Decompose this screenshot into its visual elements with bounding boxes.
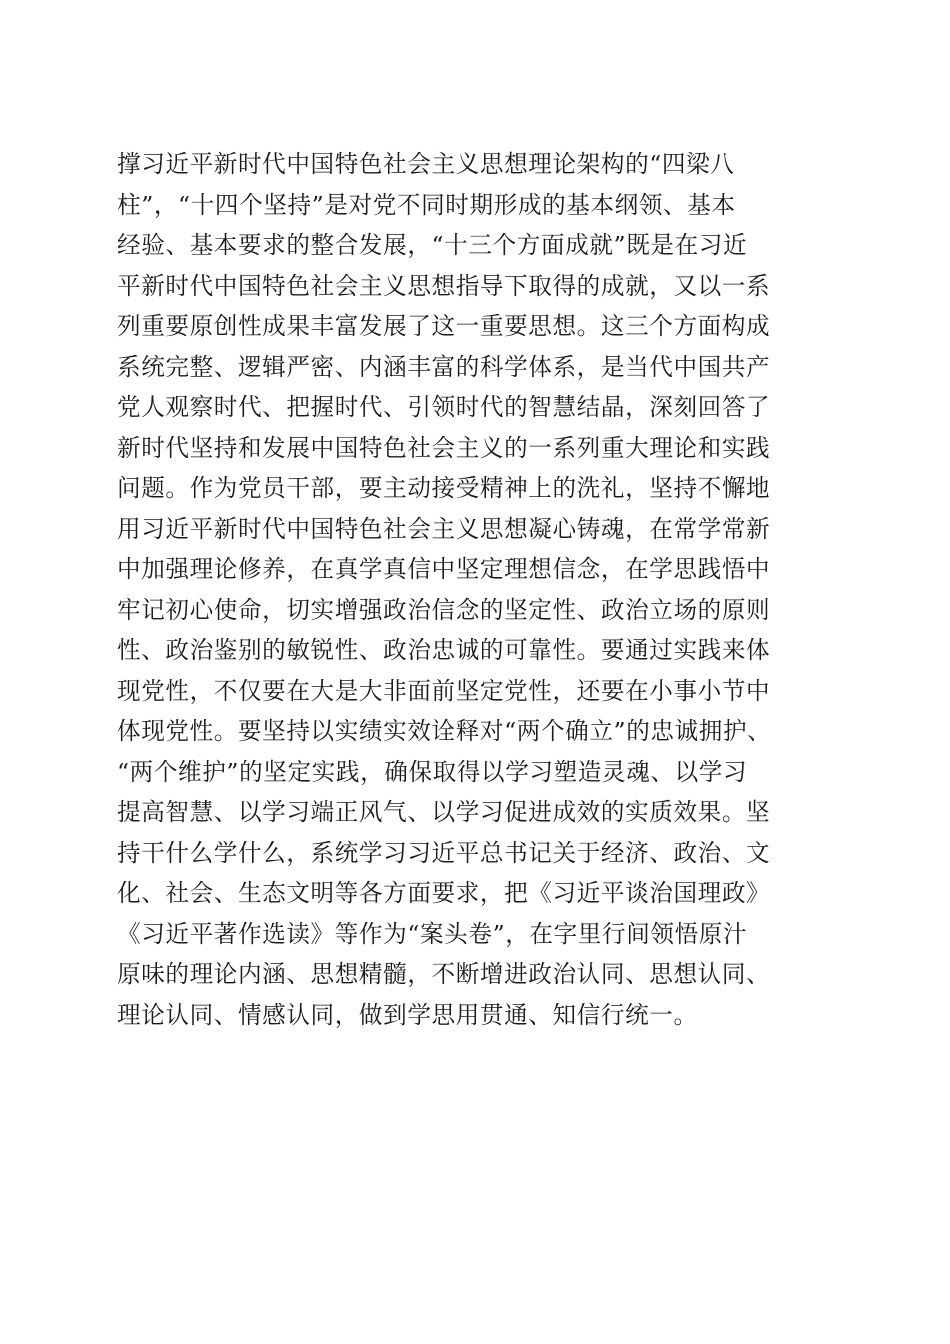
text-line: 化、社会、生态文明等各方面要求，把《习近平谈治国理政》 <box>117 879 771 907</box>
text-line: 原味的理论内涵、思想精髓，不断增进政治认同、思想认同、 <box>117 960 771 988</box>
text-line: 党人观察时代、把握时代、引领时代的智慧结晶，深刻回答了 <box>117 393 771 421</box>
body-paragraph <box>117 144 837 1035</box>
text-line: 新时代坚持和发展中国特色社会主义的一系列重大理论和实践 <box>117 433 771 462</box>
text-line: 体现党性。要坚持以实绩实效诠释对“两个确立”的忠诚拥护、 <box>117 717 772 745</box>
text-line: 牢记初心使命，切实增强政治信念的坚定性、政治立场的原则 <box>117 595 771 624</box>
text-line: 平新时代中国特色社会主义思想指导下取得的成就，又以一系 <box>117 271 771 300</box>
text-line: “两个维护”的坚定实践，确保取得以学习塑造灵魂、以学习 <box>117 757 748 786</box>
text-line: 性、政治鉴别的敏锐性、政治忠诚的可靠性。要通过实践来体 <box>117 636 771 664</box>
text-line: 提高智慧、以学习端正风气、以学习促进成效的实质效果。坚 <box>117 798 771 826</box>
text-line: 《习近平著作选读》等作为“案头卷”，在字里行间领悟原汁 <box>117 919 748 948</box>
text-line: 中加强理论修养，在真学真信中坚定理想信念，在学思践悟中 <box>117 555 771 583</box>
text-line: 问题。作为党员干部，要主动接受精神上的洗礼，坚持不懈地 <box>117 474 771 502</box>
text-line: 柱”，“十四个坚持”是对党不同时期形成的基本纲领、基本 <box>117 190 736 219</box>
text-line: 用习近平新时代中国特色社会主义思想凝心铸魂，在常学常新 <box>117 514 771 543</box>
text-line: 持干什么学什么，系统学习习近平总书记关于经济、政治、文 <box>117 838 771 867</box>
text-line: 经验、基本要求的整合发展，“十三个方面成就”既是在习近 <box>117 231 748 259</box>
text-line: 撑习近平新时代中国特色社会主义思想理论架构的“四梁八 <box>117 150 735 178</box>
text-line: 列重要原创性成果丰富发展了这一重要思想。这三个方面构成 <box>117 312 771 340</box>
text-line: 理论认同、情感认同，做到学思用贯通、知信行统一。 <box>117 1000 698 1029</box>
text-line: 现党性，不仅要在大是大非面前坚定党性，还要在小事小节中 <box>117 676 771 705</box>
text-line: 系统完整、逻辑严密、内涵丰富的科学体系，是当代中国共产 <box>117 352 771 381</box>
